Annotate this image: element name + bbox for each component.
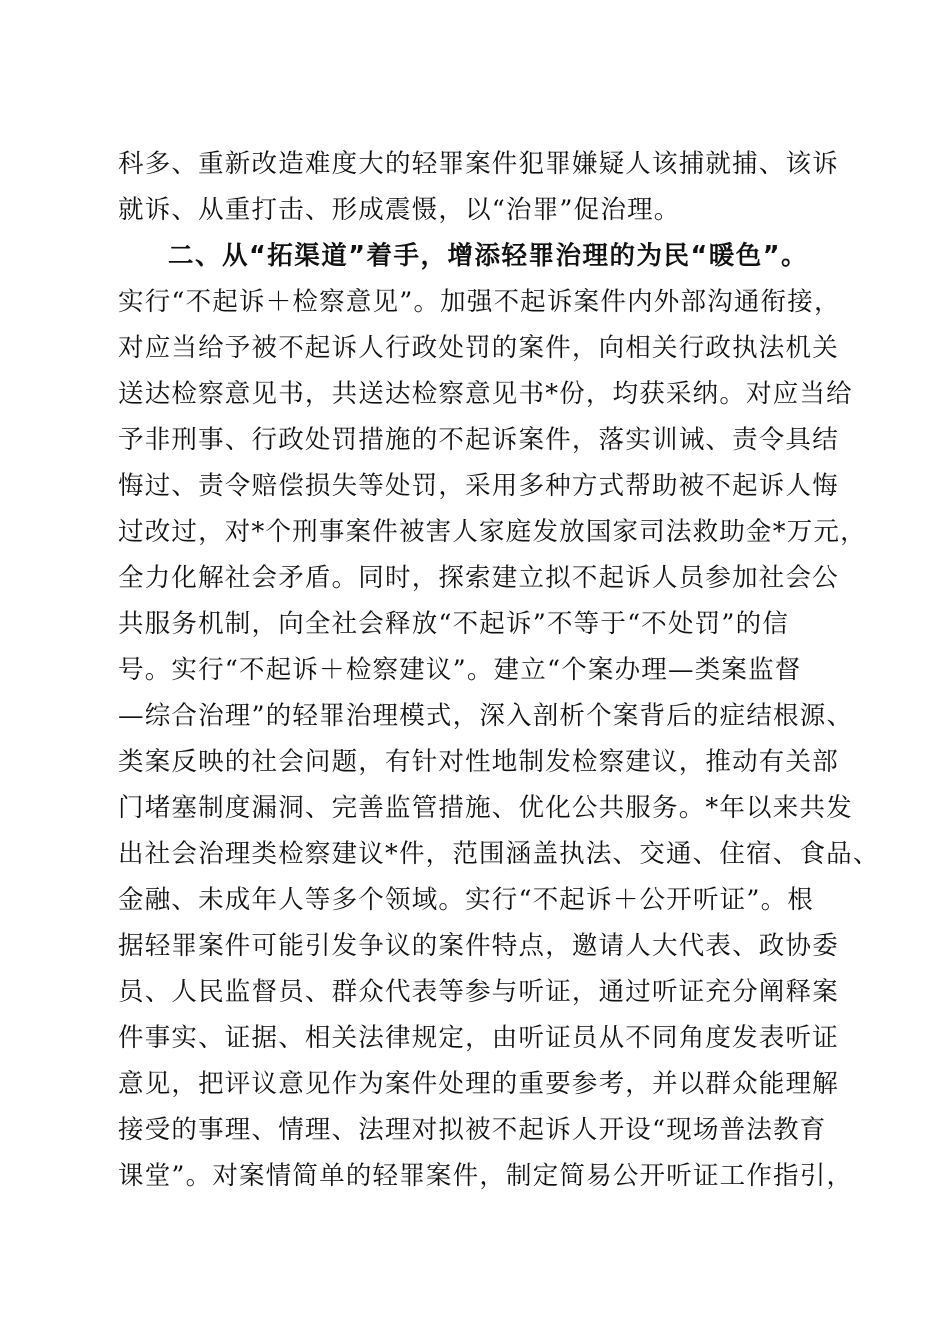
paragraph-line: 出社会治理类检察建议*件，范围涵盖执法、交通、住宿、食品、	[118, 839, 880, 869]
section-heading: 二、从“拓渠道”着手，增添轻罪治理的为民“暖色”。	[168, 241, 809, 271]
paragraph-line: 类案反映的社会问题，有针对性地制发检察建议，推动有关部	[118, 747, 839, 777]
paragraph-line: 门堵塞制度漏洞、完善监管措施、优化公共服务。*年以来共发	[118, 793, 853, 823]
paragraph-line: 据轻罪案件可能引发争议的案件特点，邀请人大代表、政协委	[118, 931, 839, 961]
paragraph-line: 意见，把评议意见作为案件处理的重要参考，并以群众能理解	[118, 1069, 839, 1099]
paragraph-line: 送达检察意见书，共送达检察意见书*份，均获采纳。对应当给	[118, 379, 853, 409]
paragraph-line: 件事实、证据、相关法律规定，由听证员从不同角度发表听证	[118, 1023, 839, 1053]
paragraph-line: 号。实行“不起诉＋检察建议”。建立“个案办理—类案监督	[118, 655, 802, 685]
paragraph-line: —综合治理”的轻罪治理模式，深入剖析个案背后的症结根源、	[118, 701, 854, 731]
paragraph-line: 予非刑事、行政处罚措施的不起诉案件，落实训诫、责令具结	[118, 425, 839, 455]
paragraph-line: 课堂”。对案情简单的轻罪案件，制定简易公开听证工作指引，	[118, 1161, 854, 1191]
paragraph-line: 科多、重新改造难度大的轻罪案件犯罪嫌疑人该捕就捕、该诉	[118, 149, 839, 179]
paragraph-line: 金融、未成年人等多个领域。实行“不起诉＋公开听证”。根	[118, 885, 814, 915]
paragraph-line: 过改过，对*个刑事案件被害人家庭发放国家司法救助金*万元，	[118, 517, 867, 547]
paragraph-line: 员、人民监督员、群众代表等参与听证，通过听证充分阐释案	[118, 977, 839, 1007]
paragraph-line: 就诉、从重打击、形成震慑，以“治罪”促治理。	[118, 195, 681, 225]
paragraph-line: 对应当给予被不起诉人行政处罚的案件，向相关行政执法机关	[118, 333, 839, 363]
paragraph-line: 悔过、责令赔偿损失等处罚，采用多种方式帮助被不起诉人悔	[118, 471, 839, 501]
paragraph-line: 全力化解社会矛盾。同时，探索建立拟不起诉人员参加社会公	[118, 563, 839, 593]
paragraph-line: 共服务机制，向全社会释放“不起诉”不等于“不处罚”的信	[118, 609, 790, 639]
paragraph-line: 接受的事理、情理、法理对拟被不起诉人开设“现场普法教育	[118, 1115, 827, 1145]
paragraph-line: 实行“不起诉＋检察意见”。加强不起诉案件内外部沟通衔接，	[118, 287, 841, 317]
